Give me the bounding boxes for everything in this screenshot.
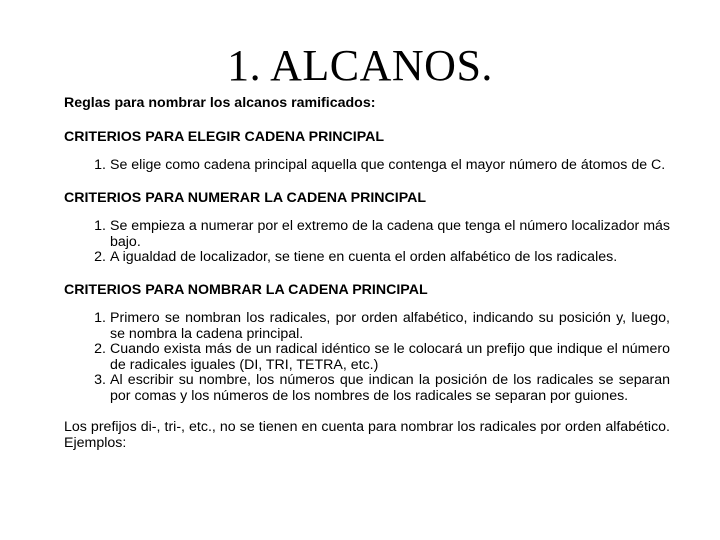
item-number: 1. (94, 218, 106, 234)
document-body (64, 96, 670, 465)
item-text: Primero se nombran los radicales, por orden alfabético, indicando su posición y, luego, se nombra la cadena principal. (110, 310, 670, 342)
criteria-list (64, 158, 670, 174)
item-number: 1. (94, 310, 106, 326)
item-number: 1. (94, 157, 106, 173)
list-item (64, 250, 670, 266)
section-numerar (64, 191, 670, 266)
section-heading: CRITERIOS PARA NOMBRAR LA CADENA PRINCIPAL (64, 281, 428, 298)
list-item (64, 158, 670, 174)
item-text: Se elige como cadena principal aquella que contenga el mayor número de átomos de C. (110, 157, 666, 173)
criteria-list (64, 219, 670, 266)
page-title: 1. ALCANOS. (227, 41, 493, 90)
criteria-list (64, 311, 670, 404)
item-text: Cuando exista más de un radical idéntico se le colocará un prefijo que indique el número de radicales iguales (DI, TRI, TETRA, etc.) (110, 341, 670, 373)
list-item (64, 219, 670, 250)
item-number: 3. (94, 372, 106, 388)
list-item (64, 373, 670, 404)
section-elegir (64, 130, 670, 174)
section-heading: CRITERIOS PARA NUMERAR LA CADENA PRINCIPAL (64, 189, 427, 206)
item-number: 2. (94, 341, 106, 357)
section-nombrar (64, 283, 670, 405)
item-text: A igualdad de localizador, se tiene en cuenta el orden alfabético de los radicales. (110, 249, 618, 265)
section-heading: CRITERIOS PARA ELEGIR CADENA PRINCIPAL (64, 128, 385, 145)
item-text: Se empieza a numerar por el extremo de la cadena que tenga el número localizador más bajo. (110, 218, 670, 250)
footer-note: Los prefijos di-, tri-, etc., no se tienen en cuenta para nombrar los radicales por orden alfabético. Ejemplos: (64, 419, 670, 451)
intro-heading: Reglas para nombrar los alcanos ramificados: (64, 95, 376, 111)
list-item (64, 342, 670, 373)
list-item (64, 311, 670, 342)
item-text: Al escribir su nombre, los números que indican la posición de los radicales se separan por comas y los números de los nombres de los radicales se separan por guiones. (110, 372, 670, 404)
item-number: 2. (94, 249, 106, 265)
